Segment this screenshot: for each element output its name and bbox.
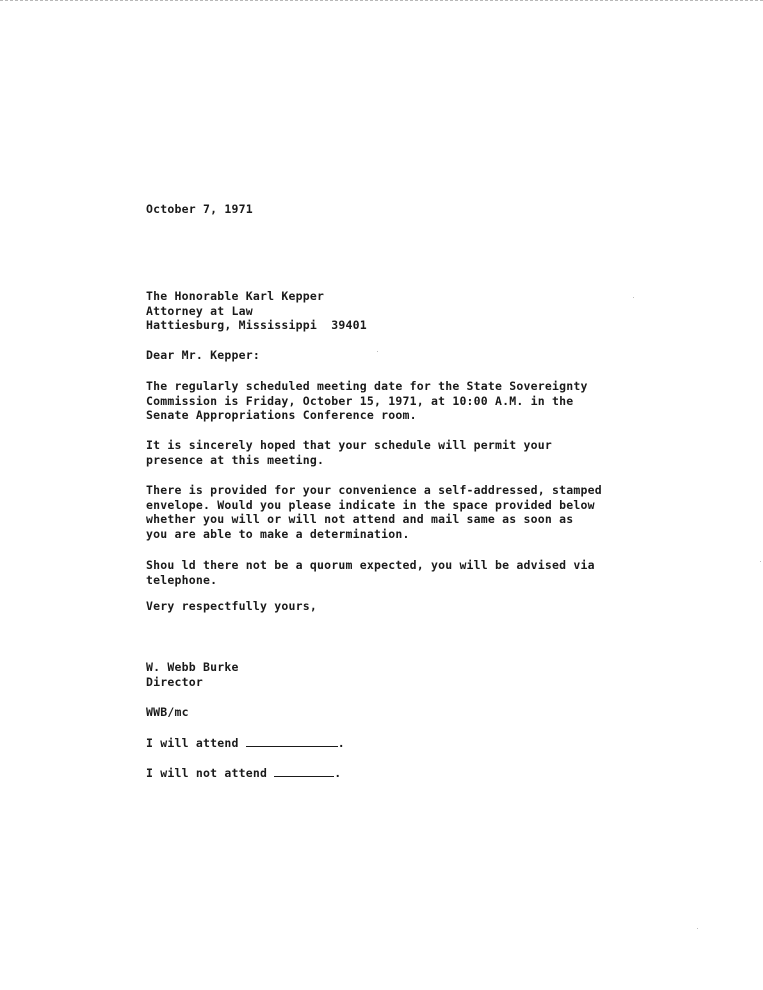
- paragraph-hope: [146, 438, 552, 467]
- not-attend-period: .: [334, 766, 342, 780]
- paper-speck: [633, 297, 634, 298]
- paragraph-line: telephone.: [146, 572, 218, 587]
- paragraph-line: whether you will or will not attend and mail same as soon as: [146, 512, 574, 526]
- not-attend-label: I will not attend: [146, 766, 268, 780]
- recipient-name: The Honorable Karl Kepper: [146, 289, 325, 303]
- paragraph-line: you are able to make a determination.: [146, 526, 410, 541]
- paragraph-line: envelope. Would you please indicate in the space provided below: [146, 497, 595, 512]
- initials-text: WWB/mc: [146, 705, 189, 719]
- paragraph-line: It is sincerely hoped that your schedule will permit your: [146, 438, 553, 452]
- paragraph-line: Shou ld there not be a quorum expected, you will be advised via: [146, 558, 595, 572]
- signature-block: [146, 660, 239, 689]
- salutation: [146, 348, 260, 363]
- paragraph-quorum: [146, 558, 595, 587]
- paragraph-line: There is provided for your convenience a self-addressed, stamped: [146, 483, 602, 497]
- paragraph-line: presence at this meeting.: [146, 452, 325, 467]
- paragraph-envelope: [146, 483, 602, 541]
- closing-text: Very respectfully yours,: [146, 599, 317, 613]
- paragraph-meeting-date: [146, 379, 588, 423]
- attend-response-line: [146, 735, 345, 751]
- paragraph-line: Commission is Friday, October 15, 1971, at 10:00 A.M. in the: [146, 393, 574, 408]
- paper-speck: [377, 351, 378, 352]
- signer-title: Director: [146, 674, 203, 689]
- recipient-address: [146, 289, 367, 333]
- typist-initials: [146, 705, 189, 720]
- paragraph-line: The regularly scheduled meeting date for the State Sovereignty: [146, 379, 588, 393]
- signer-name: W. Webb Burke: [146, 660, 239, 674]
- recipient-city: Hattiesburg, Mississippi 39401: [146, 318, 367, 332]
- attend-label: I will attend: [146, 736, 239, 750]
- letter-date: [146, 202, 253, 217]
- attend-blank[interactable]: [246, 735, 338, 747]
- paper-speck: [760, 561, 761, 562]
- attend-period: .: [337, 736, 345, 750]
- paper-speck: [697, 928, 698, 929]
- closing: [146, 599, 317, 614]
- not-attend-response-line: [146, 765, 341, 781]
- recipient-occupation: Attorney at Law: [146, 303, 253, 318]
- paragraph-line: Senate Appropriations Conference room.: [146, 408, 417, 422]
- salutation-text: Dear Mr. Kepper:: [146, 348, 260, 362]
- not-attend-blank[interactable]: [274, 765, 334, 777]
- date-text: October 7, 1971: [146, 202, 253, 216]
